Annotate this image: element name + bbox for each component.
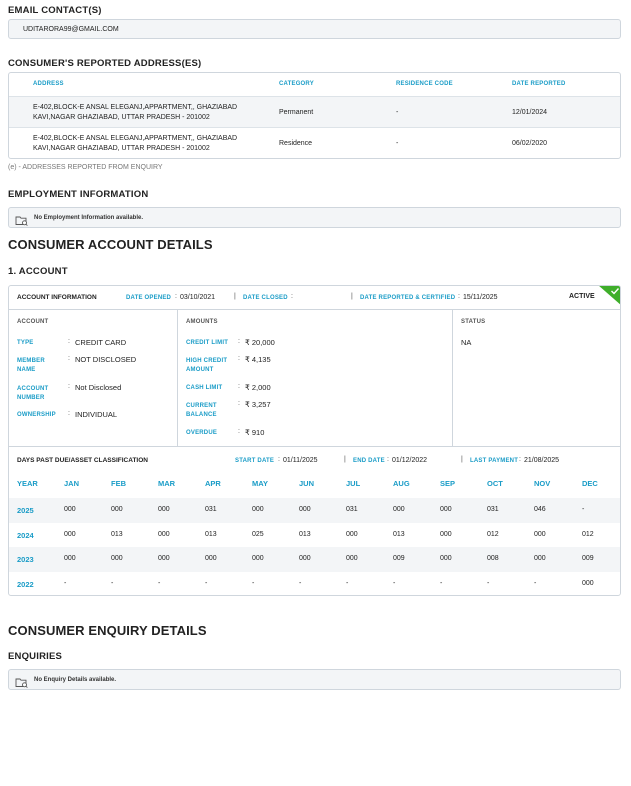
account-card — [8, 285, 621, 596]
dpd-cell: 000 — [205, 555, 217, 562]
dpd-cell: - — [582, 506, 585, 513]
account-info-label: ACCOUNT INFORMATION — [17, 294, 97, 301]
colon: : — [68, 338, 70, 345]
cash-limit-value: ₹ 2,000 — [245, 383, 271, 392]
overdue-label: OVERDUE — [186, 430, 218, 436]
dpd-cell: 031 — [205, 506, 217, 513]
dpd-cell: 000 — [440, 555, 452, 562]
label-line: ACCOUNT — [17, 386, 49, 392]
email-box — [8, 19, 621, 39]
dpd-cell: - — [299, 579, 302, 587]
dpd-cell: 000 — [111, 506, 123, 513]
dpd-cell: 000 — [393, 506, 405, 513]
last-payment-value: 21/08/2025 — [524, 457, 560, 464]
dpd-cell: - — [346, 579, 349, 587]
dpd-cell: 000 — [299, 506, 311, 513]
dpd-header-sep: SEP — [440, 479, 456, 488]
dpd-cell: 009 — [393, 555, 405, 562]
category-cell: Residence — [279, 140, 313, 147]
colon: : — [519, 456, 521, 463]
dpd-cell: - — [205, 579, 208, 587]
dpd-cell: 000 — [252, 555, 264, 562]
dpd-cell: 000 — [346, 555, 358, 562]
dpd-cell: 031 — [487, 506, 499, 513]
dpd-cell: 000 — [158, 506, 170, 513]
account-title: 1. ACCOUNT — [8, 266, 68, 277]
label-line: NAME — [17, 367, 36, 373]
employment-box — [8, 207, 621, 228]
account-col-title: ACCOUNT — [17, 319, 49, 325]
dpd-header-may: MAY — [252, 479, 268, 488]
colon: : — [387, 456, 389, 463]
category-header: CATEGORY — [279, 81, 314, 87]
dpd-cell: 013 — [393, 530, 405, 538]
dpd-cell: 012 — [487, 530, 499, 538]
divider — [177, 309, 178, 446]
label-line: NUMBER — [17, 395, 45, 401]
separator: | — [351, 293, 353, 300]
current-balance-value: ₹ 3,257 — [245, 400, 271, 409]
dpd-cell: - — [111, 579, 114, 587]
end-date-label: END DATE — [353, 458, 385, 464]
colon: : — [68, 355, 70, 362]
label-line: MEMBER — [17, 358, 45, 364]
separator: | — [234, 293, 236, 300]
dpd-cell: 025 — [252, 530, 264, 538]
divider — [452, 309, 453, 446]
colon: : — [238, 428, 240, 435]
dpd-cell: - — [393, 579, 396, 587]
colon: : — [238, 338, 240, 345]
email-value: UDITARORA99@GMAIL.COM — [23, 26, 119, 33]
table-row — [9, 547, 620, 572]
date-cell: 06/02/2020 — [512, 140, 548, 147]
dpd-header-year: YEAR — [17, 479, 38, 488]
dpd-cell: 046 — [534, 506, 546, 513]
dpd-cell: 000 — [252, 506, 264, 513]
divider — [9, 446, 621, 447]
amounts-col-title: AMOUNTS — [186, 319, 218, 325]
member-name-value: NOT DISCLOSED — [75, 355, 137, 364]
separator: | — [344, 456, 346, 463]
dpd-cell: 000 — [299, 555, 311, 562]
high-credit-label — [186, 357, 227, 375]
high-credit-value: ₹ 4,135 — [245, 355, 271, 364]
separator: | — [461, 456, 463, 463]
colon: : — [458, 293, 460, 300]
status-value: NA — [461, 338, 472, 347]
dpd-cell: 000 — [582, 579, 594, 587]
dpd-year-cell: 2025 — [17, 506, 34, 515]
address-line: KAVI,NAGAR GHAZIABAD, UTTAR PRADESH - 201002 — [33, 145, 210, 152]
dpd-cell: - — [487, 579, 490, 587]
dpd-header-jun: JUN — [299, 479, 315, 488]
address-line: E-402,BLOCK-E ANSAL ELEGANJ,APPARTMENT,, GHAZIABAD — [33, 104, 238, 111]
dpd-cell: 000 — [534, 530, 546, 538]
date-reported-header: DATE REPORTED — [512, 81, 566, 87]
current-balance-label — [186, 402, 217, 420]
residence-code-header: RESIDENCE CODE — [396, 81, 453, 87]
label-line: BALANCE — [186, 412, 217, 418]
dpd-cell: - — [534, 579, 537, 587]
folder-search-icon — [15, 675, 28, 693]
colon: : — [175, 293, 177, 300]
label-line: HIGH CREDIT — [186, 358, 228, 364]
residence-code-cell: - — [396, 140, 399, 147]
dpd-cell: 031 — [346, 506, 358, 513]
dpd-cell: 008 — [487, 555, 499, 562]
table-row — [9, 96, 621, 127]
date-closed-label: DATE CLOSED — [243, 295, 288, 301]
dpd-cell: 000 — [534, 555, 546, 562]
dpd-header-oct: OCT — [487, 479, 503, 488]
date-reported-label: DATE REPORTED & CERTIFIED — [360, 295, 456, 301]
date-opened-value: 03/10/2021 — [180, 294, 216, 301]
dpd-cell: 009 — [582, 555, 594, 562]
ownership-value: INDIVIDUAL — [75, 410, 118, 419]
account-number-label — [17, 385, 48, 403]
dpd-cell: - — [252, 579, 255, 587]
address-line: KAVI,NAGAR GHAZIABAD, UTTAR PRADESH - 201002 — [33, 114, 210, 121]
address-header: ADDRESS — [33, 81, 64, 87]
end-date-value: 01/12/2022 — [392, 457, 428, 464]
start-date-label: START DATE — [235, 458, 275, 464]
dpd-cell: 012 — [582, 530, 594, 538]
dpd-header-jan: JAN — [64, 479, 80, 488]
address-text — [33, 134, 237, 154]
date-opened-label: DATE OPENED — [126, 295, 172, 301]
dpd-header-aug: AUG — [393, 479, 410, 488]
dpd-title: DAYS PAST DUE/ASSET CLASSIFICATION — [17, 457, 148, 464]
table-row — [9, 523, 620, 548]
dpd-cell: 000 — [64, 506, 76, 513]
dpd-cell: - — [64, 579, 67, 587]
dpd-cell: 000 — [158, 530, 170, 538]
dpd-year-cell: 2024 — [17, 530, 34, 540]
status-col-title: STATUS — [461, 319, 486, 325]
address-table — [8, 72, 621, 159]
folder-search-icon — [15, 213, 28, 231]
dpd-cell: 013 — [205, 530, 217, 538]
dpd-cell: - — [158, 579, 161, 587]
dpd-cell: 000 — [440, 506, 452, 513]
dpd-header-apr: APR — [205, 479, 221, 488]
divider — [9, 309, 621, 310]
enquiry-section-title: CONSUMER ENQUIRY DETAILS — [8, 623, 207, 638]
date-cell: 12/01/2024 — [512, 109, 548, 116]
colon: : — [68, 410, 70, 417]
residence-code-cell: - — [396, 109, 399, 116]
member-name-label — [17, 357, 45, 375]
label-line: CURRENT — [186, 403, 217, 409]
enquiry-notice: No Enquiry Details available. — [34, 677, 117, 683]
enquiry-box — [8, 669, 621, 690]
ownership-label: OWNERSHIP — [17, 412, 56, 418]
table-row — [9, 498, 620, 523]
type-value: CREDIT CARD — [75, 338, 127, 347]
dpd-cell: 000 — [64, 555, 76, 562]
account-details-title: CONSUMER ACCOUNT DETAILS — [8, 237, 213, 252]
colon: : — [291, 293, 293, 300]
dpd-cell: 000 — [158, 555, 170, 562]
dpd-cell: 000 — [440, 530, 452, 538]
enquiries-title: ENQUIRIES — [8, 651, 63, 662]
dpd-cell: 013 — [299, 530, 311, 538]
dpd-year-cell: 2023 — [17, 555, 34, 564]
employment-notice: No Employment Information available. — [34, 215, 144, 221]
colon: : — [238, 383, 240, 390]
dpd-year-cell: 2022 — [17, 579, 34, 589]
credit-limit-value: ₹ 20,000 — [245, 338, 275, 347]
dpd-cell: 000 — [346, 530, 358, 538]
credit-limit-label: CREDIT LIMIT — [186, 340, 229, 346]
dpd-header-nov: NOV — [534, 479, 551, 488]
category-cell: Permanent — [279, 109, 314, 116]
colon: : — [238, 400, 240, 407]
date-reported-value: 15/11/2025 — [463, 294, 498, 301]
dpd-header-dec: DEC — [582, 479, 598, 488]
address-text — [33, 103, 237, 123]
dpd-cell: - — [440, 579, 443, 587]
label-line: AMOUNT — [186, 367, 214, 373]
type-label: TYPE — [17, 340, 34, 346]
address-section-title: CONSUMER'S REPORTED ADDRESS(ES) — [8, 58, 202, 69]
table-row — [9, 127, 621, 159]
address-note: (e) - ADDRESSES REPORTED FROM ENQUIRY — [8, 164, 163, 171]
active-check-icon — [598, 285, 621, 311]
start-date-value: 01/11/2025 — [283, 457, 318, 464]
dpd-cell: 000 — [64, 530, 76, 538]
table-row — [9, 572, 620, 597]
cash-limit-label: CASH LIMIT — [186, 385, 223, 391]
overdue-value: ₹ 910 — [245, 428, 265, 437]
address-line: E-402,BLOCK-E ANSAL ELEGANJ,APPARTMENT,, GHAZIABAD — [33, 135, 238, 142]
dpd-header-jul: JUL — [346, 479, 361, 488]
dpd-cell: 013 — [111, 530, 123, 538]
dpd-cell: 000 — [111, 555, 123, 562]
colon: : — [238, 355, 240, 362]
email-section-title: EMAIL CONTACT(S) — [8, 5, 102, 16]
account-number-value: Not Disclosed — [75, 383, 122, 392]
dpd-table — [9, 472, 620, 596]
last-payment-label: LAST PAYMENT — [470, 458, 519, 464]
colon: : — [68, 383, 70, 390]
colon: : — [278, 456, 280, 463]
dpd-header-mar: MAR — [158, 479, 176, 488]
status-badge: ACTIVE — [569, 293, 595, 300]
employment-section-title: EMPLOYMENT INFORMATION — [8, 189, 149, 200]
dpd-header-feb: FEB — [111, 479, 126, 488]
